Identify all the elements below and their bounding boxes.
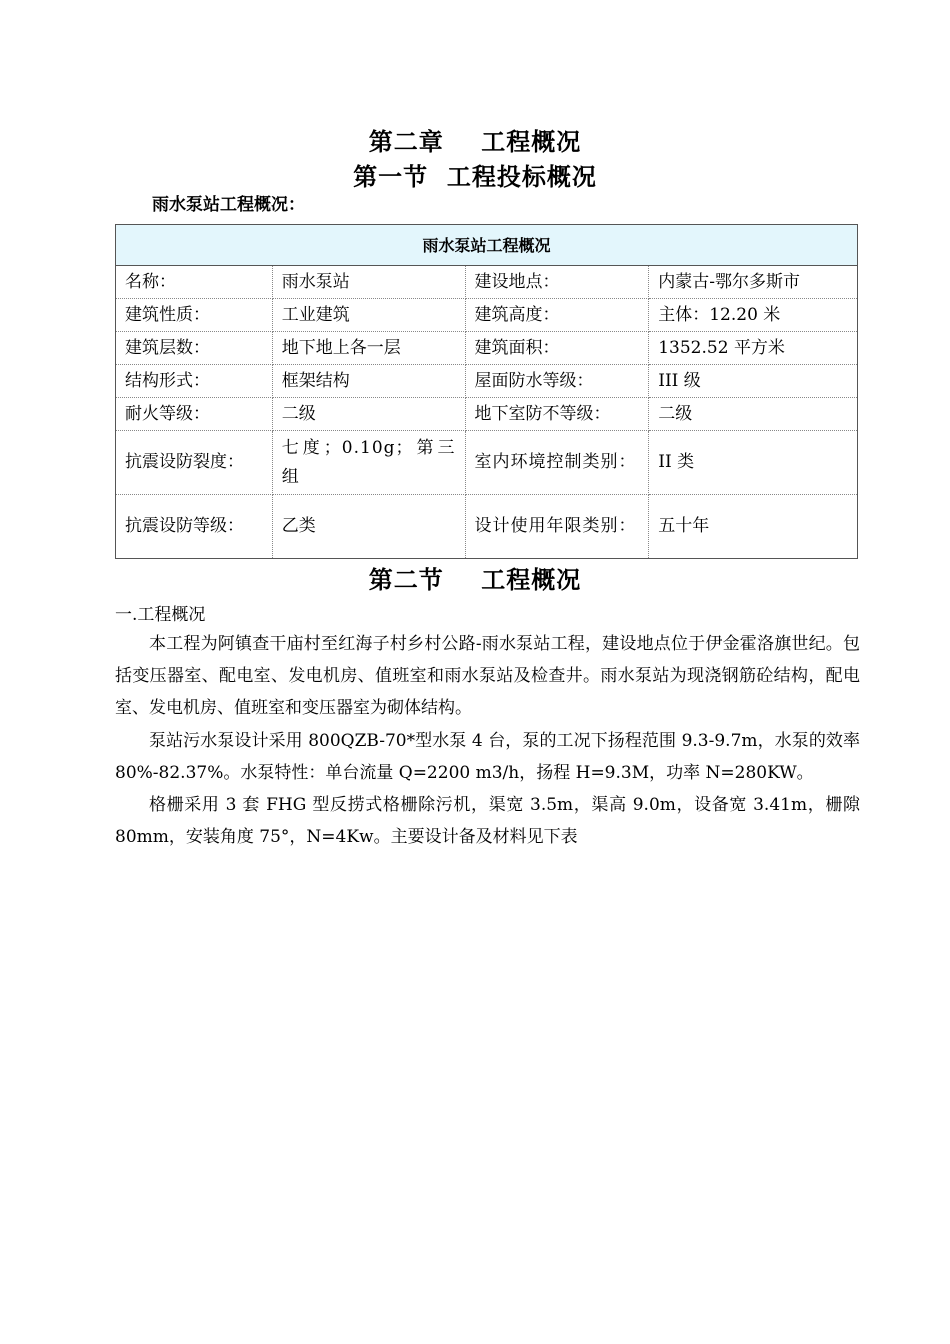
table-cell: 内蒙古-鄂尔多斯市 — [649, 266, 858, 299]
table-cell: 地下地上各一层 — [272, 332, 465, 365]
project-overview-table — [115, 224, 858, 559]
body-paragraph: 格栅采用 3 套 FHG 型反捞式格栅除污机，渠宽 3.5m，渠高 9.0m，设备宽 3.41m，栅隙 80mm，安装角度 75°，N=4Kw。主要设计备及材料见下表 — [115, 795, 860, 847]
table-row — [116, 431, 858, 495]
table-row — [116, 266, 858, 299]
table-cell: 结构形式： — [116, 365, 273, 398]
table-cell: 屋面防水等级： — [465, 365, 649, 398]
table-cell: III 级 — [649, 365, 858, 398]
table-row — [116, 365, 858, 398]
section2-title: 第二节 工程概况 — [368, 566, 582, 594]
table-cell: 抗震设防裂度： — [116, 431, 273, 495]
table-row — [116, 398, 858, 431]
section1-title: 第一节 工程投标概况 — [353, 163, 597, 191]
table-cell: 建筑性质： — [116, 299, 273, 332]
table-cell: 雨水泵站 — [272, 266, 465, 299]
body-paragraph: 本工程为阿镇查干庙村至红海子村乡村公路-雨水泵站工程，建设地点位于伊金霍洛旗世纪。包括变压器室、配电室、发电机房、值班室和雨水泵站及检查井。雨水泵站为现浇钢筋砼结构，配电室、发电机房、值班室和变压器室为砌体结构。 — [115, 634, 860, 718]
table-cell: 建筑面积： — [465, 332, 649, 365]
table-cell: 主体：12.20 米 — [649, 299, 858, 332]
table-cell: 室内环境控制类别： — [465, 431, 649, 495]
table-cell: 框架结构 — [272, 365, 465, 398]
table-cell: 建设地点： — [465, 266, 649, 299]
table-cell: II 类 — [649, 431, 858, 495]
table-header: 雨水泵站工程概况 — [116, 225, 858, 266]
subsection-heading: 一.工程概况 — [115, 605, 206, 625]
table-cell: 二级 — [649, 398, 858, 431]
table-header-row — [116, 225, 858, 266]
table-row — [116, 495, 858, 559]
body-paragraph: 泵站污水泵设计采用 800QZB-70*型水泵 4 台，泵的工况下扬程范围 9.3-9.7m，水泵的效率 80%-82.37%。水泵特性：单台流量 Q=2200 m3/h，扬程 H=9.3M，功率 N=280KW。 — [115, 731, 860, 783]
chapter-title: 第二章 工程概况 — [368, 128, 582, 156]
table-row — [116, 332, 858, 365]
table-cell: 乙类 — [272, 495, 465, 559]
table-cell: 七度；0.10g；第三组 — [272, 431, 465, 495]
table-cell: 设计使用年限类别： — [465, 495, 649, 559]
table-cell: 1352.52 平方米 — [649, 332, 858, 365]
table-cell: 二级 — [272, 398, 465, 431]
table-cell: 工业建筑 — [272, 299, 465, 332]
table-cell: 建筑层数： — [116, 332, 273, 365]
table-cell: 建筑高度： — [465, 299, 649, 332]
table-cell: 五十年 — [649, 495, 858, 559]
table-cell: 耐火等级： — [116, 398, 273, 431]
table-subheading: 雨水泵站工程概况： — [152, 195, 305, 215]
table-cell: 抗震设防等级： — [116, 495, 273, 559]
table-cell: 地下室防不等级： — [465, 398, 649, 431]
table-cell: 名称： — [116, 266, 273, 299]
table-row — [116, 299, 858, 332]
